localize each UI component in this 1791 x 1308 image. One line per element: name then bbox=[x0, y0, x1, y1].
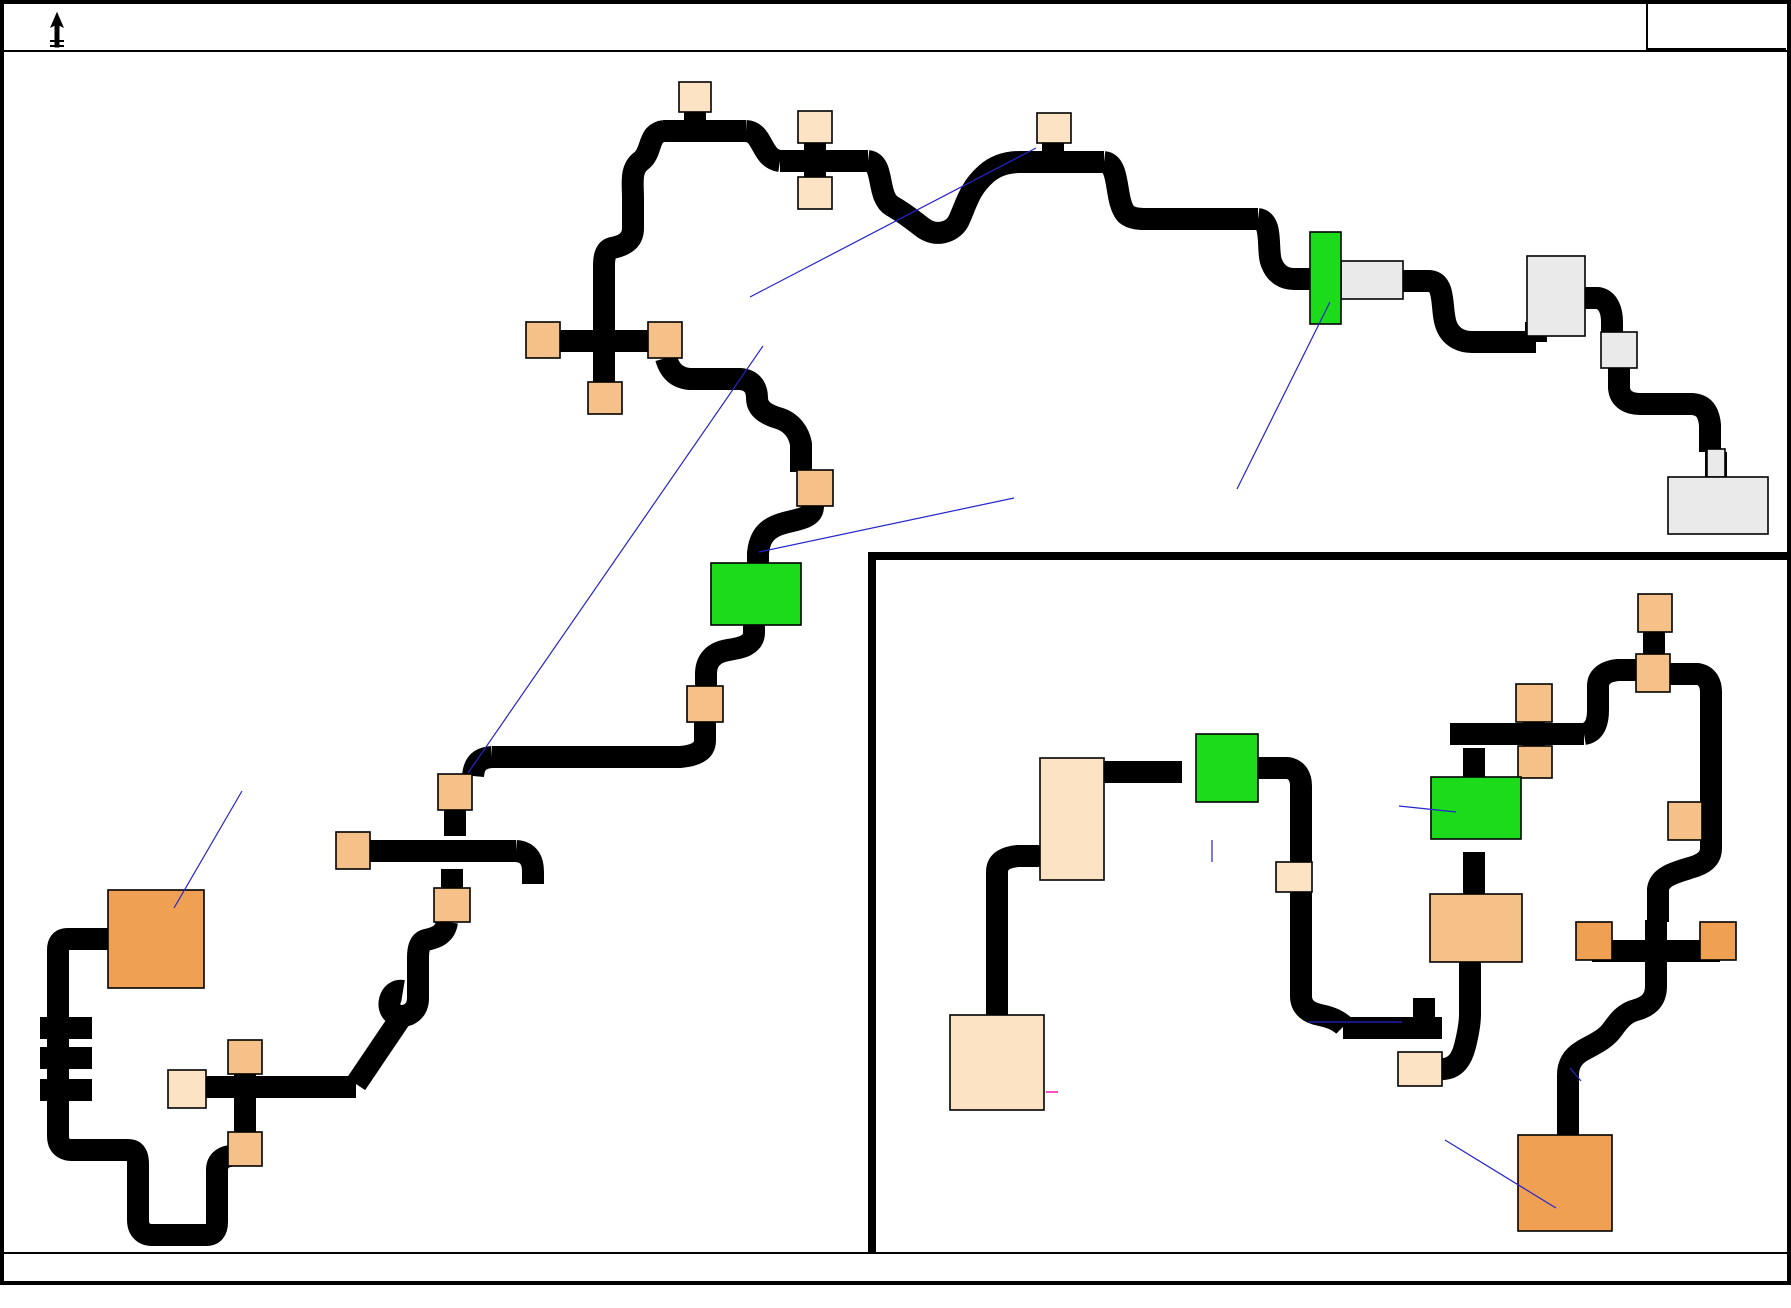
header-divider bbox=[0, 50, 1791, 52]
designed-by-box bbox=[1646, 4, 1786, 50]
legend-top-rule bbox=[0, 1252, 1791, 1254]
